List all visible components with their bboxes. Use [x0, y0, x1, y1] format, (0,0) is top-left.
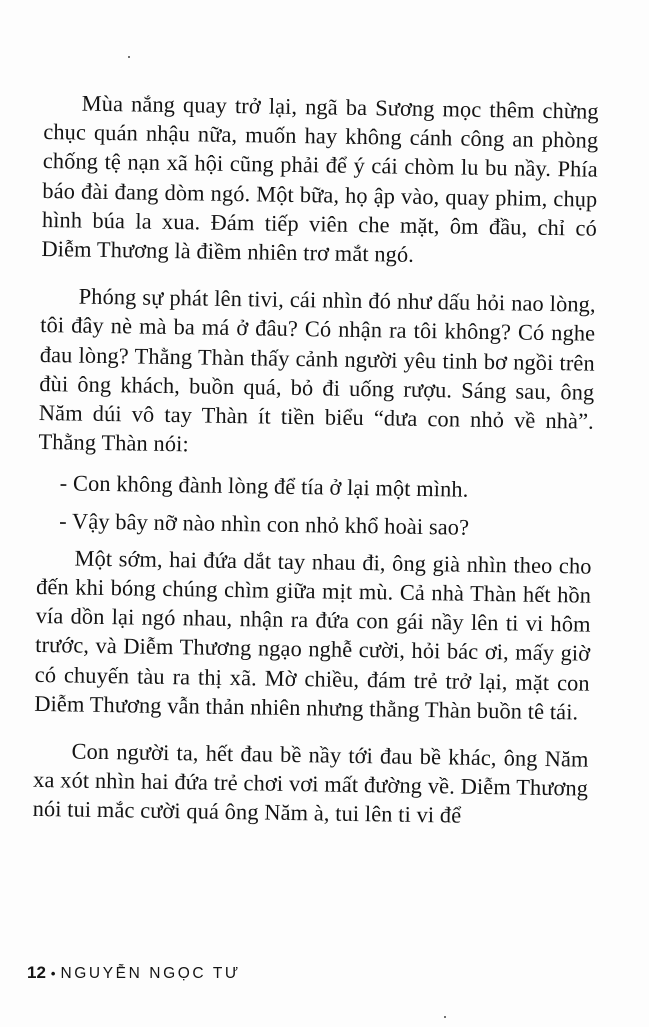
page-footer	[27, 963, 241, 983]
scan-speck	[128, 56, 130, 58]
page-number: 12	[27, 963, 46, 982]
paragraph: Con người ta, hết đau bề nầy tới đau bề khác, ông Năm xa xót nhìn hai đứa trẻ chơi vơi mất đường về. Diễm Thương nói tui mắc cười quá ông Năm à, tui lên ti vi để	[32, 738, 589, 829]
author-name: NGUYỄN NGỌC TƯ	[60, 965, 241, 982]
footer-separator: •	[50, 966, 56, 981]
body-text	[32, 88, 598, 832]
dialogue-line: - Con không đành lòng để tía ở lại một mình.	[59, 470, 469, 503]
paragraph: Mùa nắng quay trở lại, ngã ba Sương mọc thêm chừng chục quán nhậu nữa, muốn hay không cánh công an phòng chống tệ nạn xã hội cũng phải để ý cái chòm lu bu nầy. Phía báo đài đang dòm ngó. Một bữa, họ ập vào, quay phim, chụp hình búa la xua. Đám tiếp viên che mặt, ôm đầu, chỉ có Diễm Thương là điềm nhiên trơ mắt ngó.	[41, 90, 599, 267]
paragraph: Một sớm, hai đứa dắt tay nhau đi, ông già nhìn theo cho đến khi bóng chúng chìm giữa mịt mù. Cả nhà Thàn hết hồn vía dồn lại ngó nhau, nhận ra đứa con gái nầy lên ti vi hôm trước, và Diễm Thương ngạo nghễ cười, hỏi bác ơi, mấy giờ có chuyến tàu ra thị xã. Mờ chiều, đám trẻ trở lại, mặt con Diễm Thương vẫn thản nhiên nhưng thằng Thàn buồn tê tái.	[34, 545, 592, 725]
scan-speck	[444, 1016, 446, 1018]
dialogue-line: - Vậy bây nỡ nào nhìn con nhỏ khổ hoài sao?	[59, 507, 470, 540]
paragraph: Phóng sự phát lên tivi, cái nhìn đó như dấu hỏi nao lòng, tôi đây nè mà ba má ở đâu? Có nhận ra tôi không? Có nghe đau lòng? Thằng Thàn thấy cảnh người yêu tinh bơ ngồi trên đùi ông khách, buồn quá, bỏ đi uống rượu. Sáng sau, ông Năm dúi vô tay Thàn ít tiền biểu “dưa con nhỏ về nhà”. Thằng Thàn nói:	[38, 283, 596, 457]
